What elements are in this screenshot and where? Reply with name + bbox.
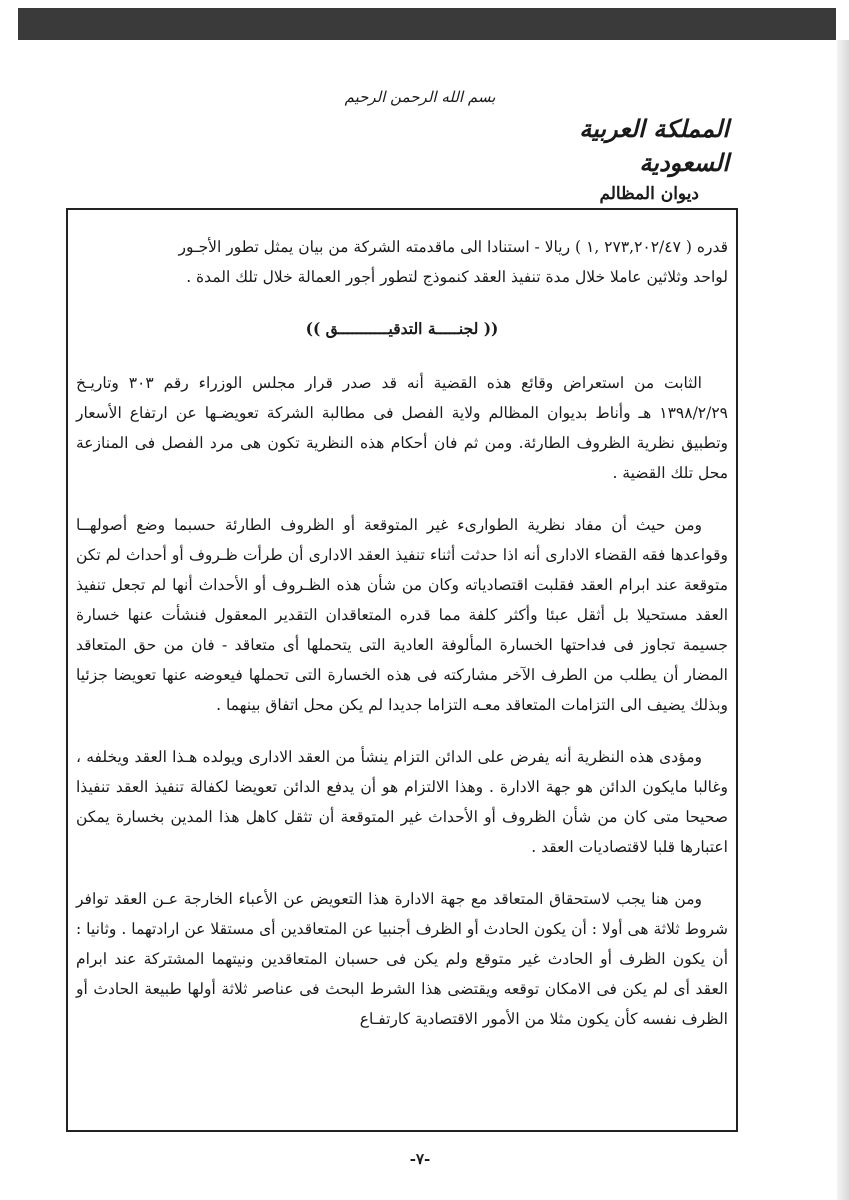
scan-edge-bar <box>18 8 836 40</box>
page-number: -٧- <box>409 1150 431 1168</box>
paragraph-1: الثابت من استعراض وقائع هذه القضية أنه قد صدر قرار مجلس الوزراء رقم ٣٠٣ وتاريـخ ١٣٩٨/٢/٢٩ هـ وأناط بديوان المظالم ولاية الفصل فى مطالبة الشركة تعويضـها عن ارتفاع الأسعار وتطبيق نظرية الظروف الطارئة. ومن ثم فان أحكام هذه النظرية تكون هى مرد الفصل فى المنازعة محل تلك القضية . <box>76 374 728 482</box>
kingdom-title: المملكة العربية السعودية <box>579 114 729 177</box>
scan-edge-strip <box>837 40 849 1200</box>
intro-line-1: قدره ( ٢٧٣,٢٠٢/٤٧ ,١ ) ريالا - استنادا الى ماقدمته الشركة من بيان يمثل تطور الأجـور <box>178 238 728 256</box>
document-body <box>76 232 728 1056</box>
paragraph-3: ومؤدى هذه النظرية أنه يفرض على الدائن التزام ينشأ من العقد الادارى ويولده هـذا العقد ويخلفه ، وغالبا مايكون الدائن هو جهة الادارة . وهذا الالتزام هو أن يدفع الدائن تعويضا لكفالة تنفيذ العقد تنفيذا صحيحا متى كان من شأن الظروف أو الأحداث غير المتوقعة أن تثقل كاهل هذا المدين بخسارة يمكن اعتبارها قلبا لاقتصاديات العقد . <box>76 748 728 856</box>
intro-paragraph <box>76 232 728 292</box>
divan-title: ديوان المظالم <box>599 184 699 204</box>
paragraph-2: ومن حيث أن مفاد نظرية الطوارىء غير المتوقعة أو الظروف الطارئة حسبما وضع أصولهــا وقواعدها فقه القضاء الادارى أنه اذا حدثت أثناء تنفيذ العقد الادارى أن طرأت ظـروف أو أحداث لم تكن متوقعة عند ابرام العقد فقلبت اقتصادياته وكان من شأن هذه الظـروف أو الأحداث أنها لم تجعل تنفيذ العقد مستحيلا بل أثقل عبئا وأكثر كلفة مما قدره المتعاقدان التقدير المعقول فنشأت عنها خسارة جسيمة تجاوز فى فداحتها الخسارة المألوفة العادية التى يتحملها أى متعاقد - فان من حق المتعاقد المضار أن يطلب من الطرف الآخر مشاركته فى هذه الخسارة التى تحملها فيعوضه عنها تعويضا جزئيا وبذلك يضيف الى التزامات المتعاقد معـه التزاما جديدا لم يكن محل اتفاق بينهما . <box>76 516 728 714</box>
intro-line-2: لواحد وثلاثين عاملا خلال مدة تنفيذ العقد كنموذج لتطور أجور العمالة خلال تلك المدة . <box>186 268 728 286</box>
letterhead <box>489 112 729 208</box>
paragraph-4: ومن هنا يجب لاستحقاق المتعاقد مع جهة الادارة هذا التعويض عن الأعباء الخارجة عـن العقد توافر شروط ثلاثة هى أولا : أن يكون الحادث أو الظرف أجنبيا عن المتعاقدين أى مستقلا عن ارادتهما . وثانيا : أن يكون الظرف أو الحادث غير متوقع ولم يكن فى حسبان المتعاقدين ونيتهما المشتركة عند ابرام العقد أى لم يكن فى الامكان توقعه ويقتضى هذا الشرط البحث فى عناصر ثلاثة أولها طبيعة الحادث أو الظرف نفسه كأن يكون مثلا من الأمور الاقتصادية كارتفـاع <box>76 890 728 1028</box>
section-heading: (( لجنـــــة التدقيـــــــــــق )) <box>305 319 499 338</box>
basmala: بسم الله الرحمن الرحيم <box>344 88 496 106</box>
